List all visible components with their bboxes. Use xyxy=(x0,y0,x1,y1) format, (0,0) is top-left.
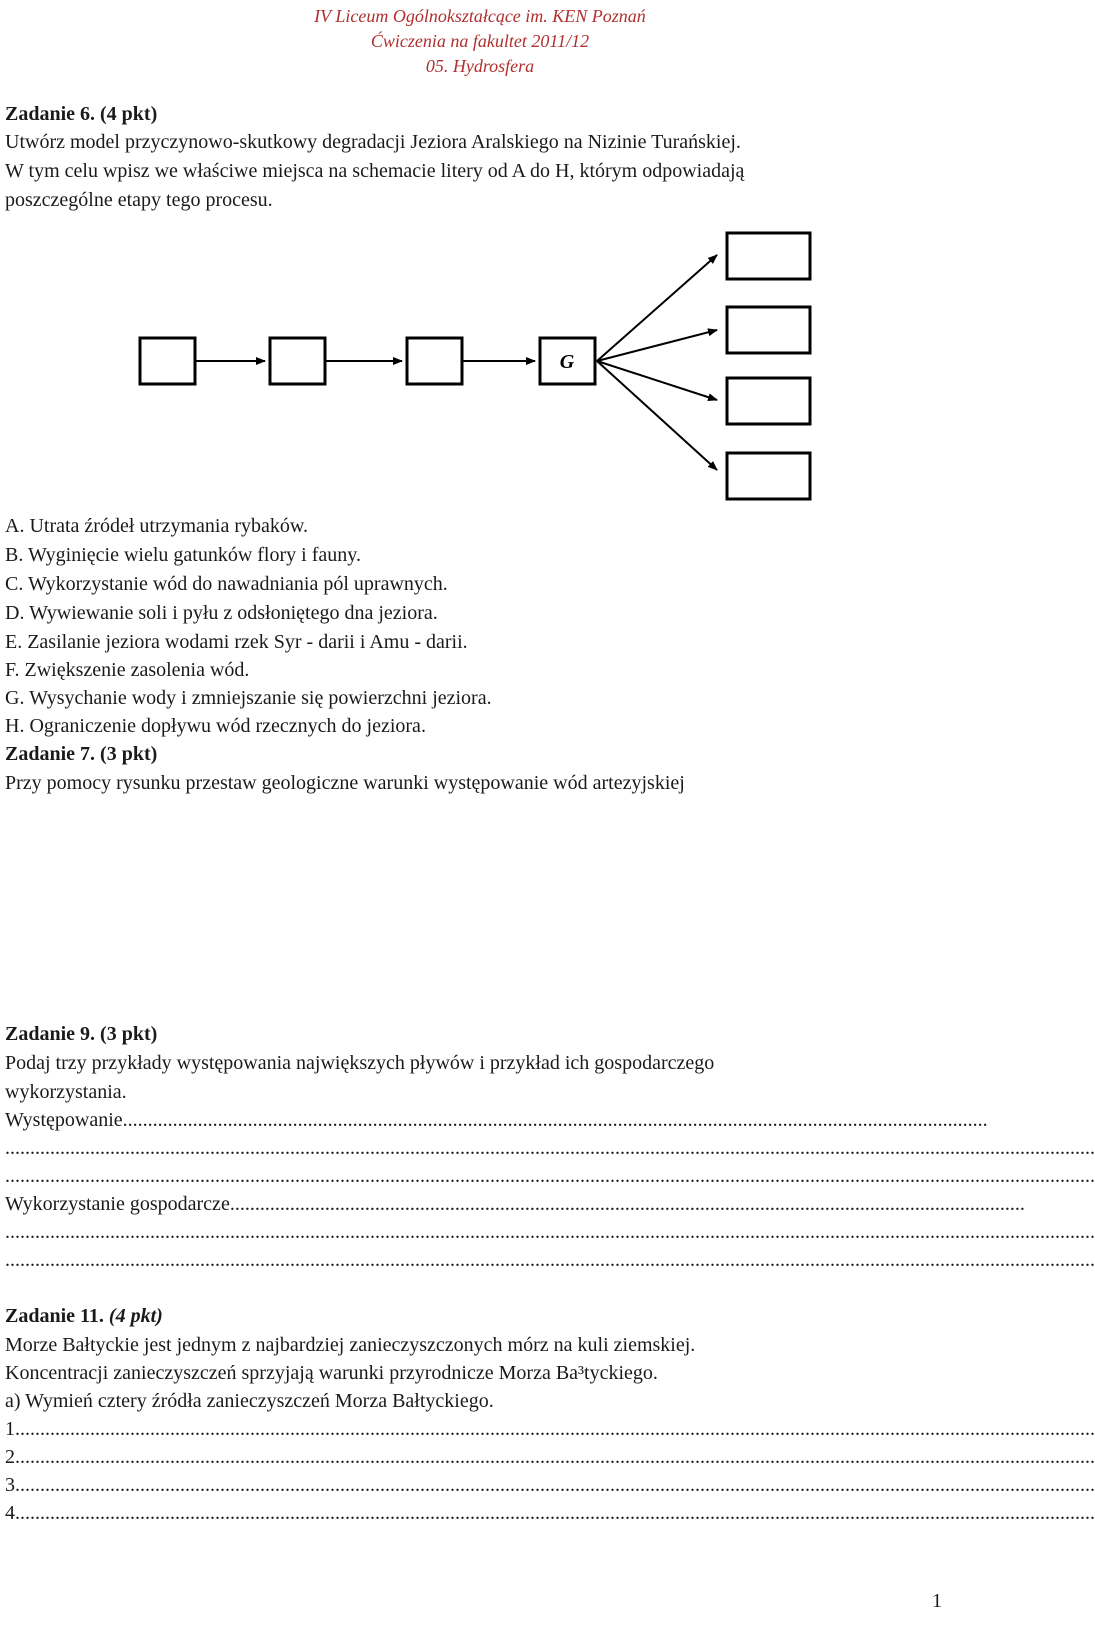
answer-line-blank-2[interactable]: .......................................................................................................................................................................................................................... xyxy=(5,1165,1095,1187)
option-c: C. Wykorzystanie wód do nawadniania pól uprawnych. xyxy=(5,573,448,595)
diagram-box-7[interactable] xyxy=(727,378,810,424)
task11-line-1: Morze Bałtyckie jest jednym z najbardziej zanieczyszczonych mórz na kuli ziemskiej. xyxy=(5,1334,696,1356)
answer-line-economic-use[interactable] xyxy=(5,1190,1025,1218)
task6-title: Zadanie 6. (4 pkt) xyxy=(5,103,158,125)
occurrence-label: Występowanie xyxy=(5,1109,123,1131)
dot-leader: ....................................................................................................................................................................................................................... xyxy=(20,1502,1095,1524)
answer-line-occurrence[interactable] xyxy=(5,1106,988,1134)
economic-use-label: Wykorzystanie gospodarcze xyxy=(5,1193,230,1215)
answer-line-4[interactable] xyxy=(5,1499,1095,1527)
task6-line-3: poszczególne etapy tego procesu. xyxy=(5,189,273,211)
task9-title xyxy=(5,1020,157,1048)
diagram-box-5[interactable] xyxy=(727,233,810,279)
diagram-box-2[interactable] xyxy=(270,338,325,384)
option-a: A. Utrata źródeł utrzymania rybaków. xyxy=(5,515,309,537)
answer-line-3[interactable] xyxy=(5,1471,1095,1499)
option-d: D. Wywiewanie soli i pyłu z odsłoniętego dna jeziora. xyxy=(5,602,438,624)
task7-title-number: Zadanie 7. xyxy=(5,743,96,765)
answer-line-blank-1[interactable]: .......................................................................................................................................................................................................................... xyxy=(5,1137,1095,1159)
dot-leader: ....................................................................................................................................................................................................................... xyxy=(20,1446,1095,1468)
task11-title xyxy=(5,1302,163,1330)
dot-leader: ............................................................................................................................................................... xyxy=(229,1193,1025,1215)
answer-line-1[interactable] xyxy=(5,1415,1095,1443)
answer-line-blank-4[interactable]: .......................................................................................................................................................................................................................... xyxy=(5,1249,1095,1271)
option-h: H. Ograniczenie dopływu wód rzecznych do jeziora. xyxy=(5,715,426,737)
topic-name: 05. Hydrosfera xyxy=(425,56,535,76)
answer-number-1: 1. xyxy=(5,1418,20,1440)
school-name: IV Liceum Ogólnokształcące im. KEN Poznań xyxy=(314,6,646,26)
answer-number-2: 2. xyxy=(5,1446,20,1468)
task6-line-2: W tym celu wpisz we właściwe miejsca na schemacie litery od A do H, którym odpowiadają xyxy=(5,160,745,182)
task11-title-number: Zadanie 11. xyxy=(5,1305,104,1327)
diagram-box-6[interactable] xyxy=(727,307,810,353)
diagram-box-1[interactable] xyxy=(140,338,195,384)
diagram-arrow-7 xyxy=(597,361,717,470)
answer-number-4: 4. xyxy=(5,1502,20,1524)
answer-number-3: 3. xyxy=(5,1474,20,1496)
diagram-arrow-6 xyxy=(597,361,717,400)
answer-line-blank-3[interactable]: .......................................................................................................................................................................................................................... xyxy=(5,1221,1095,1243)
task7-title-points: (3 pkt) xyxy=(95,743,158,765)
task11-line-2: Koncentracji zanieczyszczeń sprzyjają warunki przyrodnicze Morza Ba³tyckiego. xyxy=(5,1362,658,1384)
cause-effect-diagram xyxy=(0,225,960,525)
course-name: Ćwiczenia na fakultet 2011/12 xyxy=(370,31,590,51)
dot-leader: ....................................................................................................................................................................................................................... xyxy=(20,1474,1095,1496)
dot-leader: ............................................................................................................................................................................. xyxy=(122,1109,988,1131)
task11-title-points: (4 pkt) xyxy=(103,1305,163,1327)
page-header xyxy=(0,4,960,79)
task11-line-3: a) Wymień cztery źródła zanieczyszczeń Morza Bałtyckiego. xyxy=(5,1390,494,1412)
option-f: F. Zwiększenie zasolenia wód. xyxy=(5,659,250,681)
task9-title-points: (3 pkt) xyxy=(95,1023,158,1045)
answer-line-2[interactable] xyxy=(5,1443,1095,1471)
task9-line-1: Podaj trzy przykłady występowania największych pływów i przykład ich gospodarczego xyxy=(5,1052,715,1074)
diagram-box-g-label: G xyxy=(559,351,575,373)
task9-title-number: Zadanie 9. xyxy=(5,1023,96,1045)
diagram-box-8[interactable] xyxy=(727,453,810,499)
option-b: B. Wyginięcie wielu gatunków flory i fauny. xyxy=(5,544,361,566)
dot-leader: ....................................................................................................................................................................................................................... xyxy=(20,1418,1095,1440)
task7-title xyxy=(5,740,157,768)
task6-line-1: Utwórz model przyczynowo-skutkowy degradacji Jeziora Aralskiego na Nizinie Turańskiej. xyxy=(5,131,741,153)
diagram-box-3[interactable] xyxy=(407,338,462,384)
page-number: 1 xyxy=(932,1590,942,1612)
task7-text: Przy pomocy rysunku przestaw geologiczne warunki występowanie wód artezyjskiej xyxy=(5,772,685,794)
option-g: G. Wysychanie wody i zmniejszanie się powierzchni jeziora. xyxy=(5,687,492,709)
task9-line-2: wykorzystania. xyxy=(5,1081,127,1103)
option-e: E. Zasilanie jeziora wodami rzek Syr - darii i Amu - darii. xyxy=(5,631,468,653)
